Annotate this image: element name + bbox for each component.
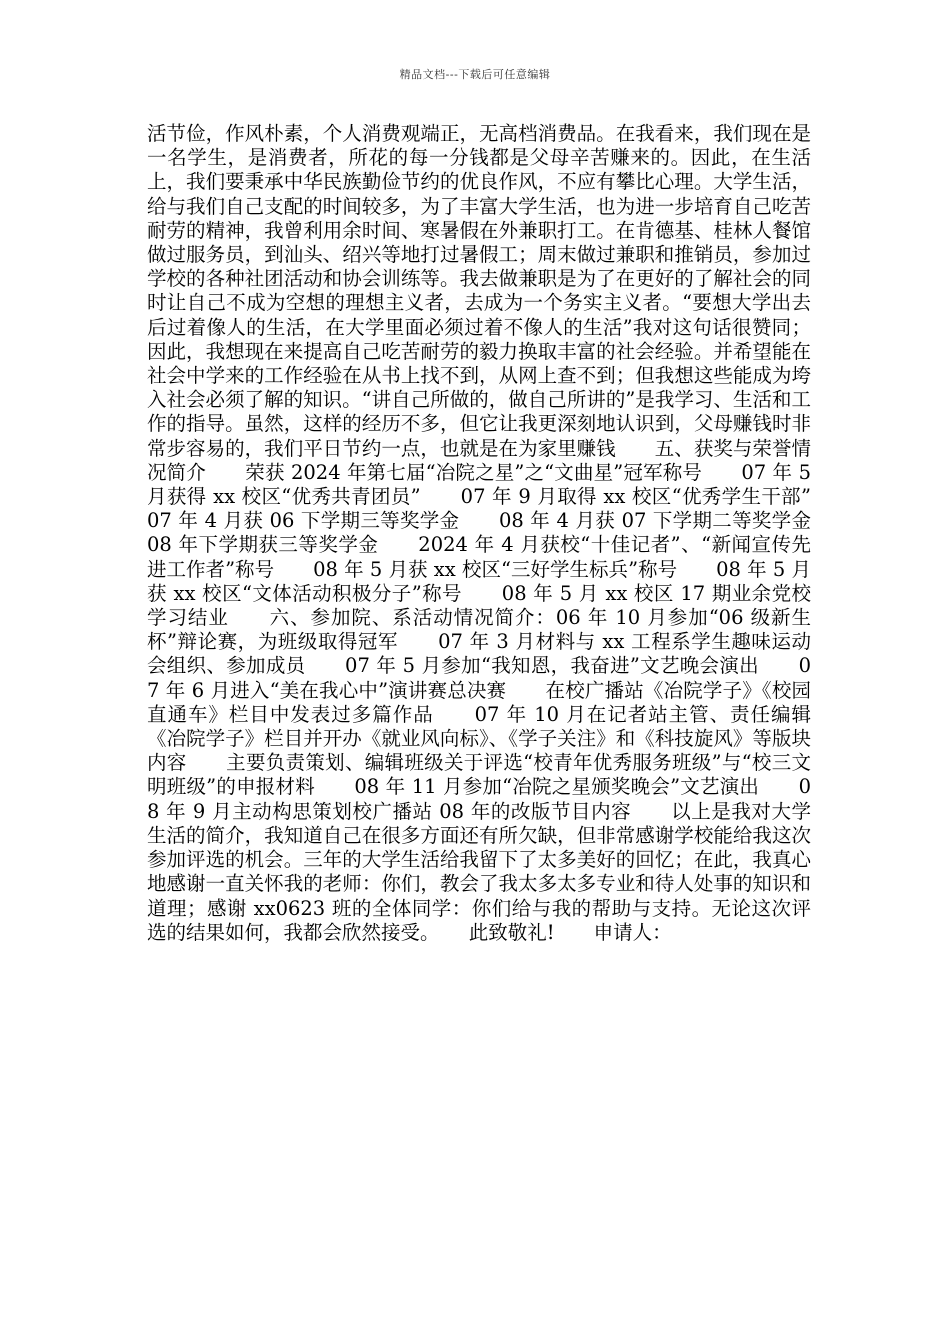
page-header: 精品文档---下载后可任意编辑 xyxy=(399,68,551,81)
document-body-text: 活节俭，作风朴素，个人消费观端正，无高档消费品。在我看来，我们现在是一名学生，是消费者，所花的每一分钱都是父母辛苦赚来的。因此，在生活上，我们要秉承中华民族勤俭节约的优良作风，不应有攀比心理。大学生活，给与我们自己支配的时间较多，为了丰富大学生活，也为进一步培育自己吃苦耐劳的精神，我曾利用余时间、寒暑假在外兼职打工。在肯德基、桂林人餐馆做过服务员，到汕头、绍兴等地打过暑假工；周末做过兼职和推销员，参加过学校的各种社团活动和协会训练等。我去做兼职是为了在更好的了解社会的同时让自己不成为空想的理想主义者，去成为一个务实主义者。“要想大学出去后过着像人的生活，在大学里面必须过着不像人的生活”我对这句话很赞同；因此，我想现在来提高自己吃苦耐劳的毅力换取丰富的社会经验。并希望能在社会中学来的工作经验在从书上找不到，从网上查不到；但我想这些能成为垮入社会必须了解的知识。“讲自己所做的，做自己所讲的”是我学习、生活和工作的指导。虽然，这样的经历不多，但它让我更深刻地认识到，父母赚钱时非常步容易的，我们平日节约一点，也就是在为家里赚钱 五、获奖与荣誉情况简介 荣获 2024 年第七届“冶院之星”之“文曲星”冠军称号 07 年 5 月获得 xx 校区“优秀共青团员” 07 年 9 月取得 xx 校区“优秀学生干部” 07 年 4 月获 06 下学期三等奖学金 08 年 4 月获 07 下学期二等奖学金 08 年下学期获三等奖学金 2024 年 4 月获校“十佳记者”、“新闻宣传先进工作者”称号 08 年 5 月获 xx 校区“三好学生标兵”称号 08 年 5 月获 xx 校区“文体活动积极分子”称号 08 年 5 月 xx 校区 17 期业余党校学习结业 六、参加院、系活动情况简介：06 年 10 月参加“06 级新生杯”辩论赛，为班级取得冠军 07 年 3 月材料与 xx 工程系学生趣味运动会组织、参加成员 07 年 5 月参加“我知恩，我奋进”文艺晚会演出 07 年 6 月进入“美在我心中”演讲赛总决赛 在校广播站《冶院学子》《校园直通车》栏目中发表过多篇作品 07 年 10 月在记者站主管、责任编辑《冶院学子》栏目并开办《就业风向标》、《学子关注》和《科技旋风》等版块内容 主要负责策划、编辑班级关于评选“校青年优秀服务班级”与“校三文明班级”的申报材料 08 年 11 月参加“冶院之星颁奖晚会”文艺演出 08 年 9 月主动构思策划校广播站 08 年的改版节目内容 以上是我对大学生活的简介，我知道自己在很多方面还有所欠缺，但非常感谢学校能给我这次参加评选的机会。三年的大学生活给我留下了太多美好的回忆；在此，我真心地感谢一直关怀我的老师：你们，教会了我太多太多专业和待人处事的知识和道理；感谢 xx0623 班的全体同学：你们给与我的帮助与支持。无论这次评选的结果如何，我都会欣然接受。 此致敬礼! 申请人： xyxy=(147,122,851,944)
